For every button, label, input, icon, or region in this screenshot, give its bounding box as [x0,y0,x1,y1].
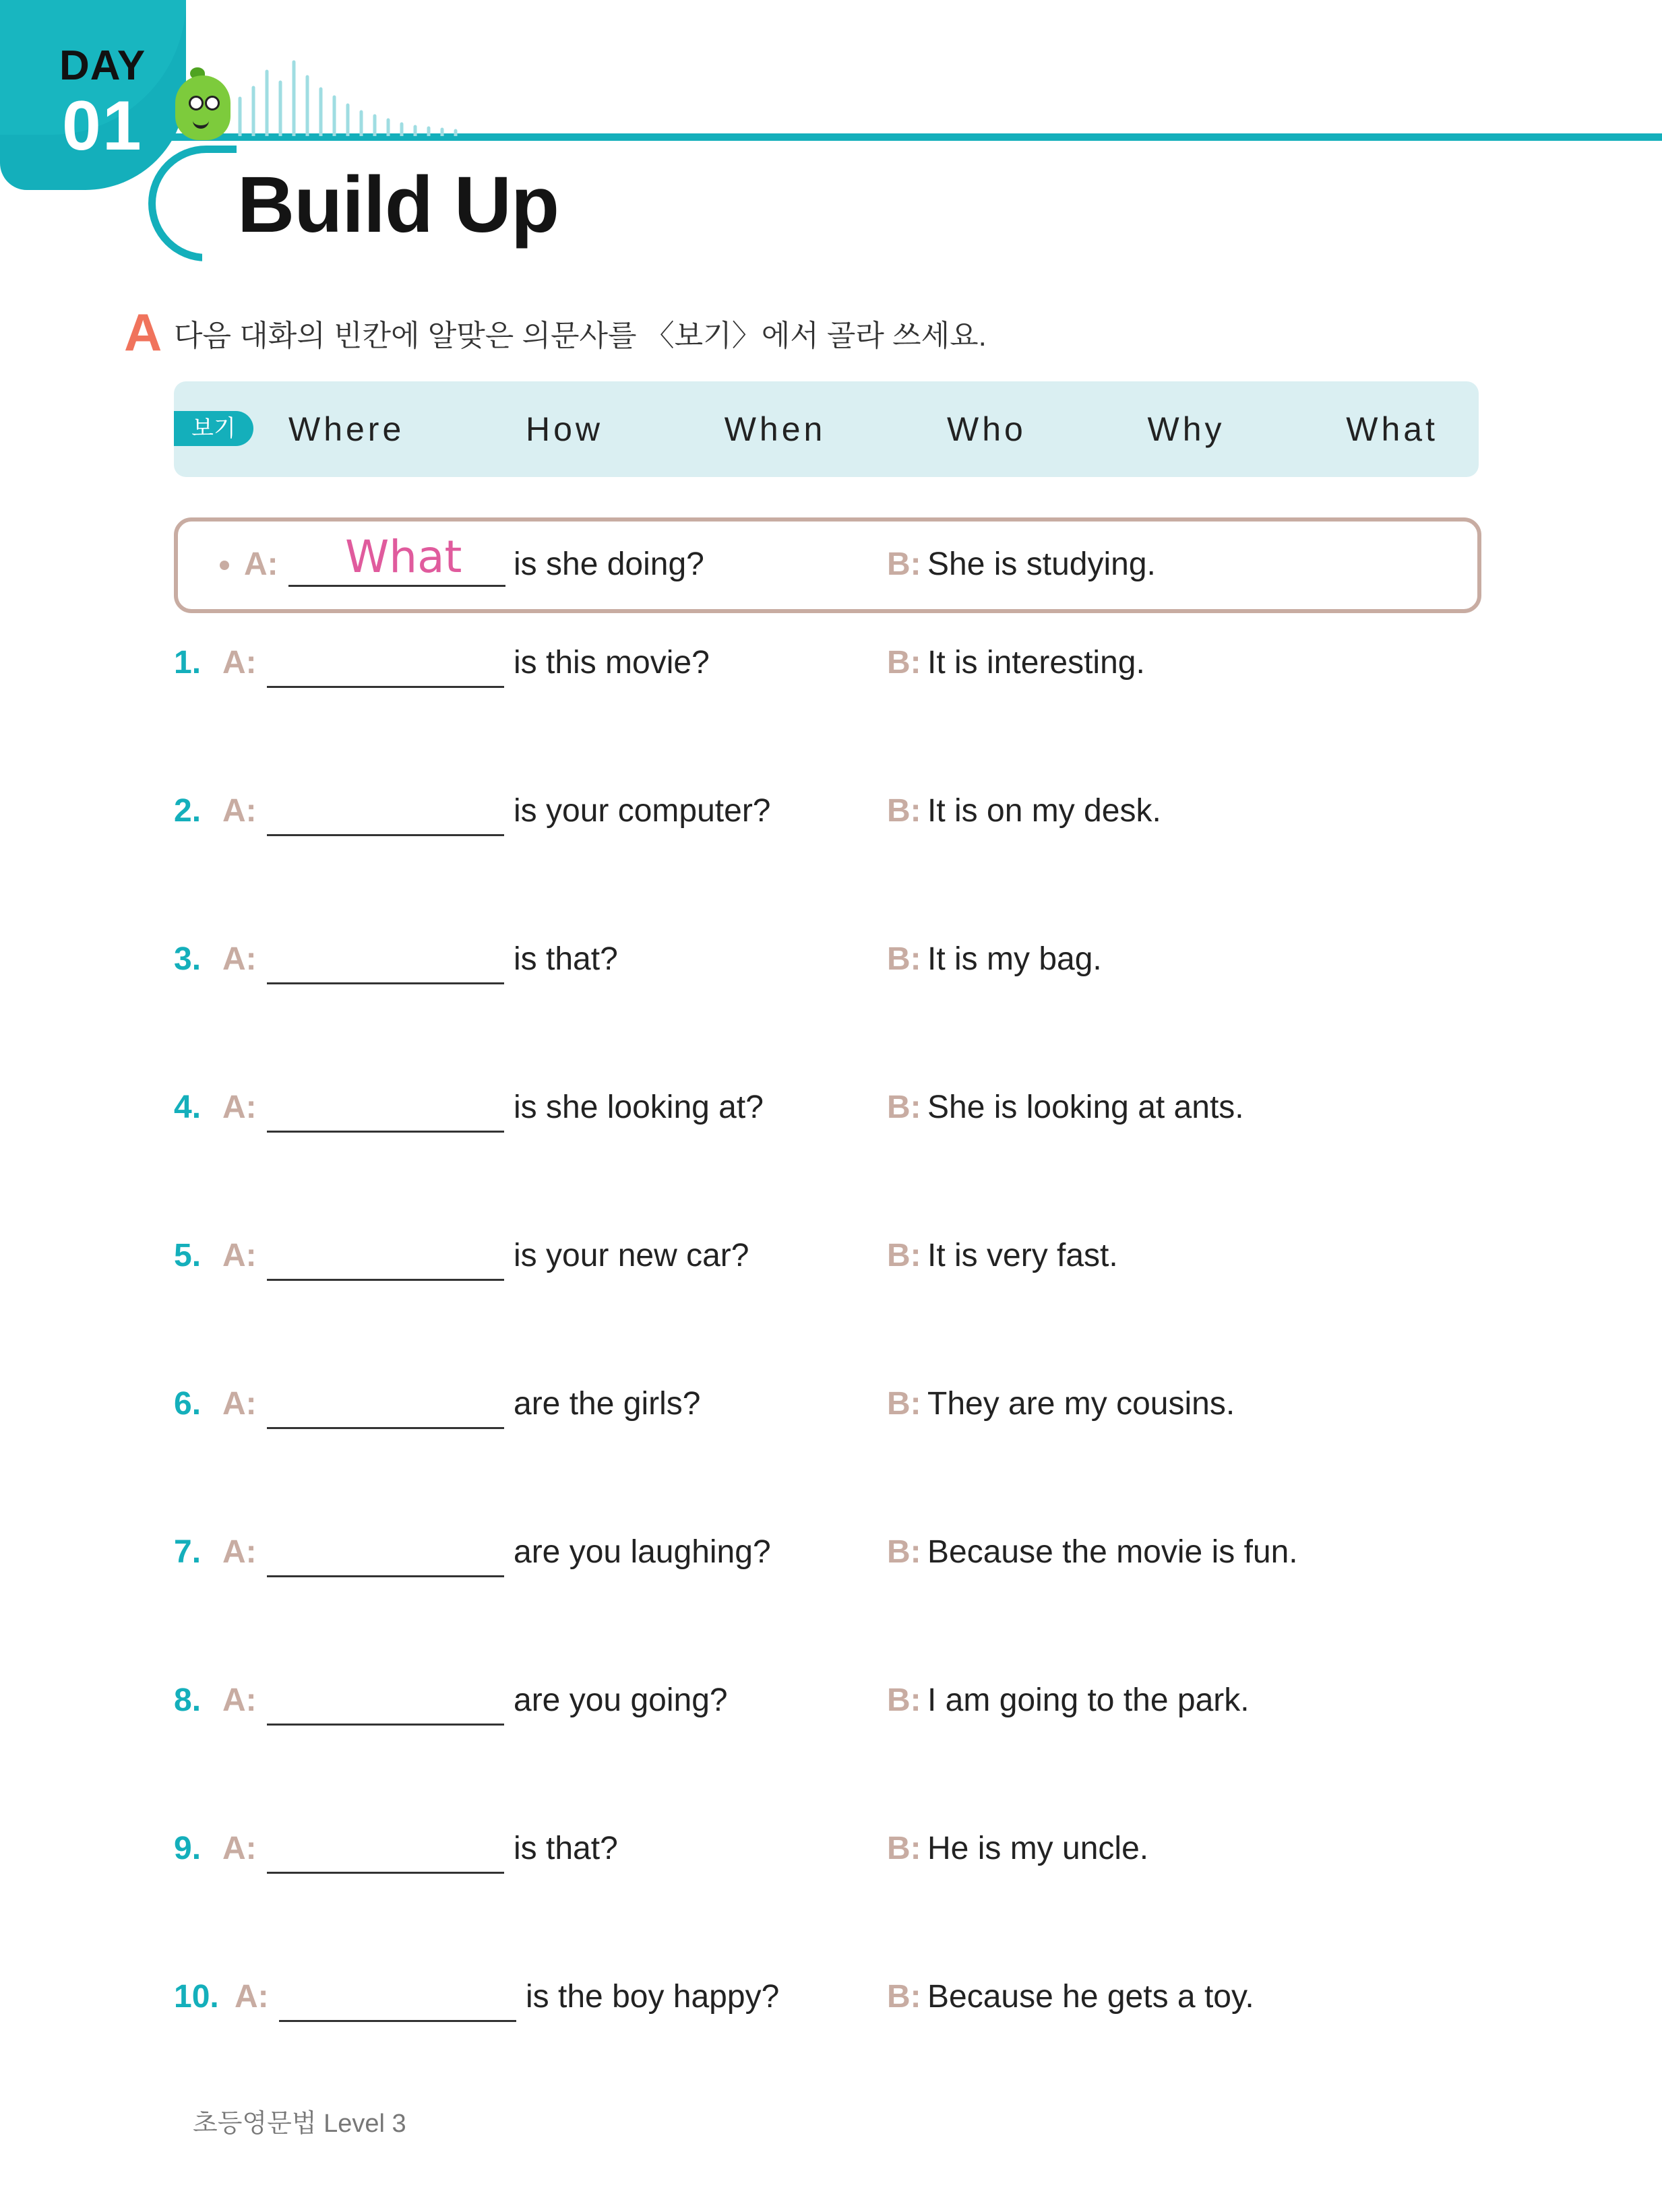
question-text: is that? [514,1831,618,1866]
question-number: 2. [174,793,202,829]
question-row [0,941,1662,994]
question-row [0,792,1662,846]
speaker-b-label: B: [887,941,921,977]
speaker-a-label: A: [222,1238,257,1273]
speaker-a-label: A: [244,546,278,582]
question-text: is the boy happy? [526,1979,780,2015]
answer-blank[interactable] [267,1427,504,1429]
day-number: 01 [62,87,143,165]
example-answer: What [345,531,462,583]
answer-blank[interactable] [267,834,504,836]
mascot-eye-icon [189,96,204,110]
speaker-b-label: B: [887,1831,921,1866]
page-title: Build Up [237,160,559,249]
answer-blank[interactable] [279,2020,516,2022]
question-row [0,1089,1662,1143]
response-text: He is my uncle. [927,1831,1149,1866]
answer-blank[interactable] [267,982,504,984]
speaker-b-label: B: [887,1238,921,1273]
word-option: What [1346,410,1438,448]
question-number: 5. [174,1238,202,1273]
question-text: are you laughing? [514,1534,771,1570]
response-text: It is my bag. [927,941,1102,977]
day-label: DAY [59,42,146,89]
mascot-icon [175,75,230,140]
speaker-a-label: A: [222,1386,257,1422]
question-text: are the girls? [514,1386,701,1422]
question-row [0,1385,1662,1439]
question-number: 9. [174,1831,202,1866]
question-number: 8. [174,1682,202,1718]
question-row [0,1978,1662,2032]
question-number: 1. [174,645,202,681]
speaker-b-label: B: [887,1386,921,1422]
response-text: They are my cousins. [927,1386,1235,1422]
question-row [0,644,1662,698]
word-option: When [724,410,826,448]
question-row [0,1534,1662,1587]
speaker-a-label: A: [222,1682,257,1718]
section-instruction: 다음 대화의 빈칸에 알맞은 의문사를 〈보기〉에서 골라 쓰세요. [174,319,987,352]
question-text: is she looking at? [514,1089,764,1125]
example-question: is she doing? [514,546,704,582]
response-text: It is interesting. [927,645,1145,681]
question-number: 4. [174,1089,202,1125]
speaker-a-label: A: [222,941,257,977]
word-option: Who [947,410,1026,448]
example-response: She is studying. [927,546,1156,582]
question-number: 10. [174,1979,219,2015]
question-number: 7. [174,1534,202,1570]
speaker-b-label: B: [887,1534,921,1570]
answer-blank[interactable] [267,1724,504,1726]
speaker-b-label: B: [887,645,921,681]
question-row [0,1682,1662,1736]
mascot-mouth-icon [193,115,209,129]
response-text: She is looking at ants. [927,1089,1244,1125]
speaker-a-label: A: [222,645,257,681]
speaker-a-label: A: [222,1534,257,1570]
response-text: I am going to the park. [927,1682,1250,1718]
word-option: How [525,410,603,448]
word-list [288,381,1438,477]
question-row [0,1830,1662,1884]
question-number: 6. [174,1386,202,1422]
question-text: is this movie? [514,645,710,681]
response-text: Because the movie is fun. [927,1534,1298,1570]
speaker-b-label: B: [887,1979,921,2015]
example-blank-line [288,585,505,587]
speaker-a-label: A: [222,1089,257,1125]
mascot-eye-icon [205,96,220,110]
answer-blank[interactable] [267,1131,504,1133]
response-text: Because he gets a toy. [927,1979,1254,2015]
question-text: are you going? [514,1682,728,1718]
answer-blank[interactable] [267,1279,504,1281]
sound-wave-icon [236,58,492,136]
answer-blank[interactable] [267,686,504,688]
response-text: It is on my desk. [927,793,1161,829]
section-letter: A [124,303,162,362]
speaker-b-label: B: [887,546,921,582]
question-number: 3. [174,941,202,977]
speaker-b-label: B: [887,1089,921,1125]
question-text: is your new car? [514,1238,749,1273]
answer-blank[interactable] [267,1872,504,1874]
question-row [0,1237,1662,1291]
example-word-box [174,381,1479,477]
word-option: Where [288,410,405,448]
response-text: It is very fast. [927,1238,1118,1273]
answer-blank[interactable] [267,1575,504,1577]
question-text: is that? [514,941,618,977]
word-box-tag: 보기 [174,411,253,446]
speaker-a-label: A: [222,793,257,829]
speaker-b-label: B: [887,793,921,829]
example-row [174,517,1481,613]
speaker-a-label: A: [235,1979,269,2015]
speaker-b-label: B: [887,1682,921,1718]
speaker-a-label: A: [222,1831,257,1866]
page-footer: 초등영문법 Level 3 [193,2110,406,2138]
question-text: is your computer? [514,793,771,829]
word-option: Why [1147,410,1225,448]
bullet-dot [220,561,229,570]
